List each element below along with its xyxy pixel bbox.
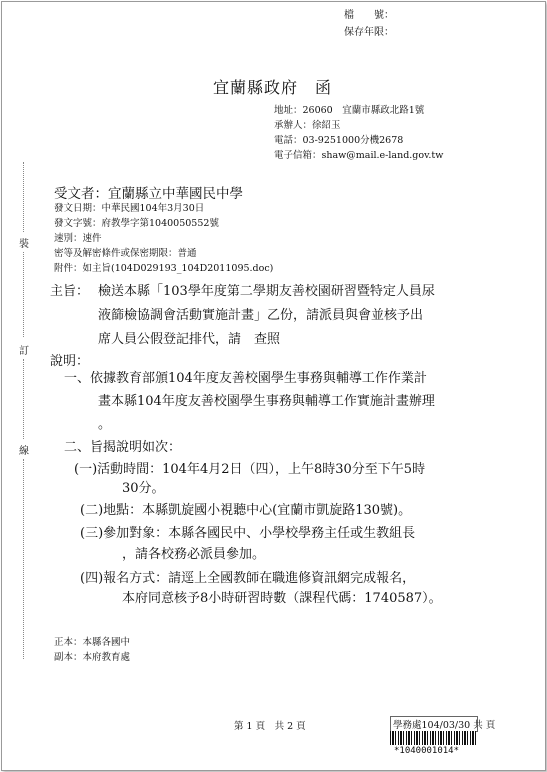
- document-title: 宜蘭縣政府 函: [213, 78, 333, 97]
- binding-dots: [23, 252, 24, 337]
- sub-item-1-cont: 30分。: [122, 481, 165, 496]
- sub-item-3: (三)參加對象：本縣各國民中、小學校學務主任或生教組長: [80, 526, 416, 541]
- explanation-item-1: 一、依據教育部頒104年度友善校園學生事務與輔導工作作業計: [64, 371, 427, 386]
- meta-date: 發文日期：中華民國104年3月30日: [54, 203, 205, 214]
- binding-dots: [23, 359, 24, 439]
- copy-original: 正本：本縣各國中: [54, 637, 131, 648]
- meta-attachment: 附件：如主旨(104D029193_104D2011095.doc): [54, 263, 274, 274]
- contact-address: 地址：26060 宜蘭市縣政北路1號: [274, 105, 425, 116]
- page-number: 第 1 頁 共 2 頁: [234, 721, 306, 732]
- archive-retention: 保存年限：: [344, 27, 394, 38]
- archive-file-no: 檔 號：: [344, 10, 394, 21]
- meta-speed: 速別：速件: [54, 233, 102, 244]
- contact-handler: 承辦人：徐紹玉: [274, 120, 341, 131]
- subject-line: 席人員公假登記排代，請 查照: [98, 332, 281, 347]
- explanation-item-1-cont: 畫本縣104年度友善校園學生事務與輔導工作實施計畫辦理: [98, 394, 435, 409]
- document-page: [1, 1, 546, 771]
- binding-mark-1: 裝: [19, 239, 29, 250]
- sub-item-2: (二)地點：本縣凱旋國小視聽中心(宜蘭市凱旋路130號)。: [80, 503, 412, 518]
- sub-item-1: (一)活動時間：104年4月2日（四），上午8時30分至下午5時: [74, 462, 426, 477]
- subject-line: 液篩檢協調會活動實施計畫」乙份，請派員與會並核予出: [98, 308, 424, 323]
- subject-line: 檢送本縣「103學年度第二學期友善校園研習暨特定人員尿: [98, 284, 435, 299]
- binding-dots: [23, 459, 24, 659]
- receipt-stamp-text: 學務處104/03/30 共 頁: [393, 720, 496, 731]
- explanation-item-2: 二、旨揭說明如次：: [64, 440, 182, 455]
- meta-doc-no: 發文字號：府教學字第1040050552號: [54, 218, 219, 229]
- recipient: 受文者：宜蘭縣立中華國民中學: [54, 186, 243, 202]
- explanation-label: 說明：: [50, 354, 90, 369]
- sub-item-4-cont: 本府同意核予8小時研習時數（課程代碼：1740587）。: [122, 591, 442, 606]
- copy-secondary: 副本：本府教育處: [54, 652, 131, 663]
- sub-item-3-cont: ，請各校務必派員參加。: [122, 547, 266, 562]
- contact-email: 電子信箱：shaw@mail.e-land.gov.tw: [274, 150, 444, 161]
- binding-mark-3: 線: [19, 446, 29, 457]
- sub-item-4: (四)報名方式：請逕上全國教師在職進修資訊網完成報名，: [80, 571, 416, 586]
- contact-phone: 電話：03-9251000分機2678: [274, 135, 404, 146]
- barcode: [390, 731, 476, 745]
- explanation-item-1-cont: 。: [98, 417, 112, 432]
- binding-mark-2: 訂: [19, 346, 29, 357]
- barcode-text: *1040001014*: [394, 746, 460, 756]
- binding-dots: [23, 162, 24, 232]
- subject-label: 主旨：: [50, 284, 90, 299]
- meta-secrecy: 密等及解密條件或保密期限：普通: [54, 248, 197, 259]
